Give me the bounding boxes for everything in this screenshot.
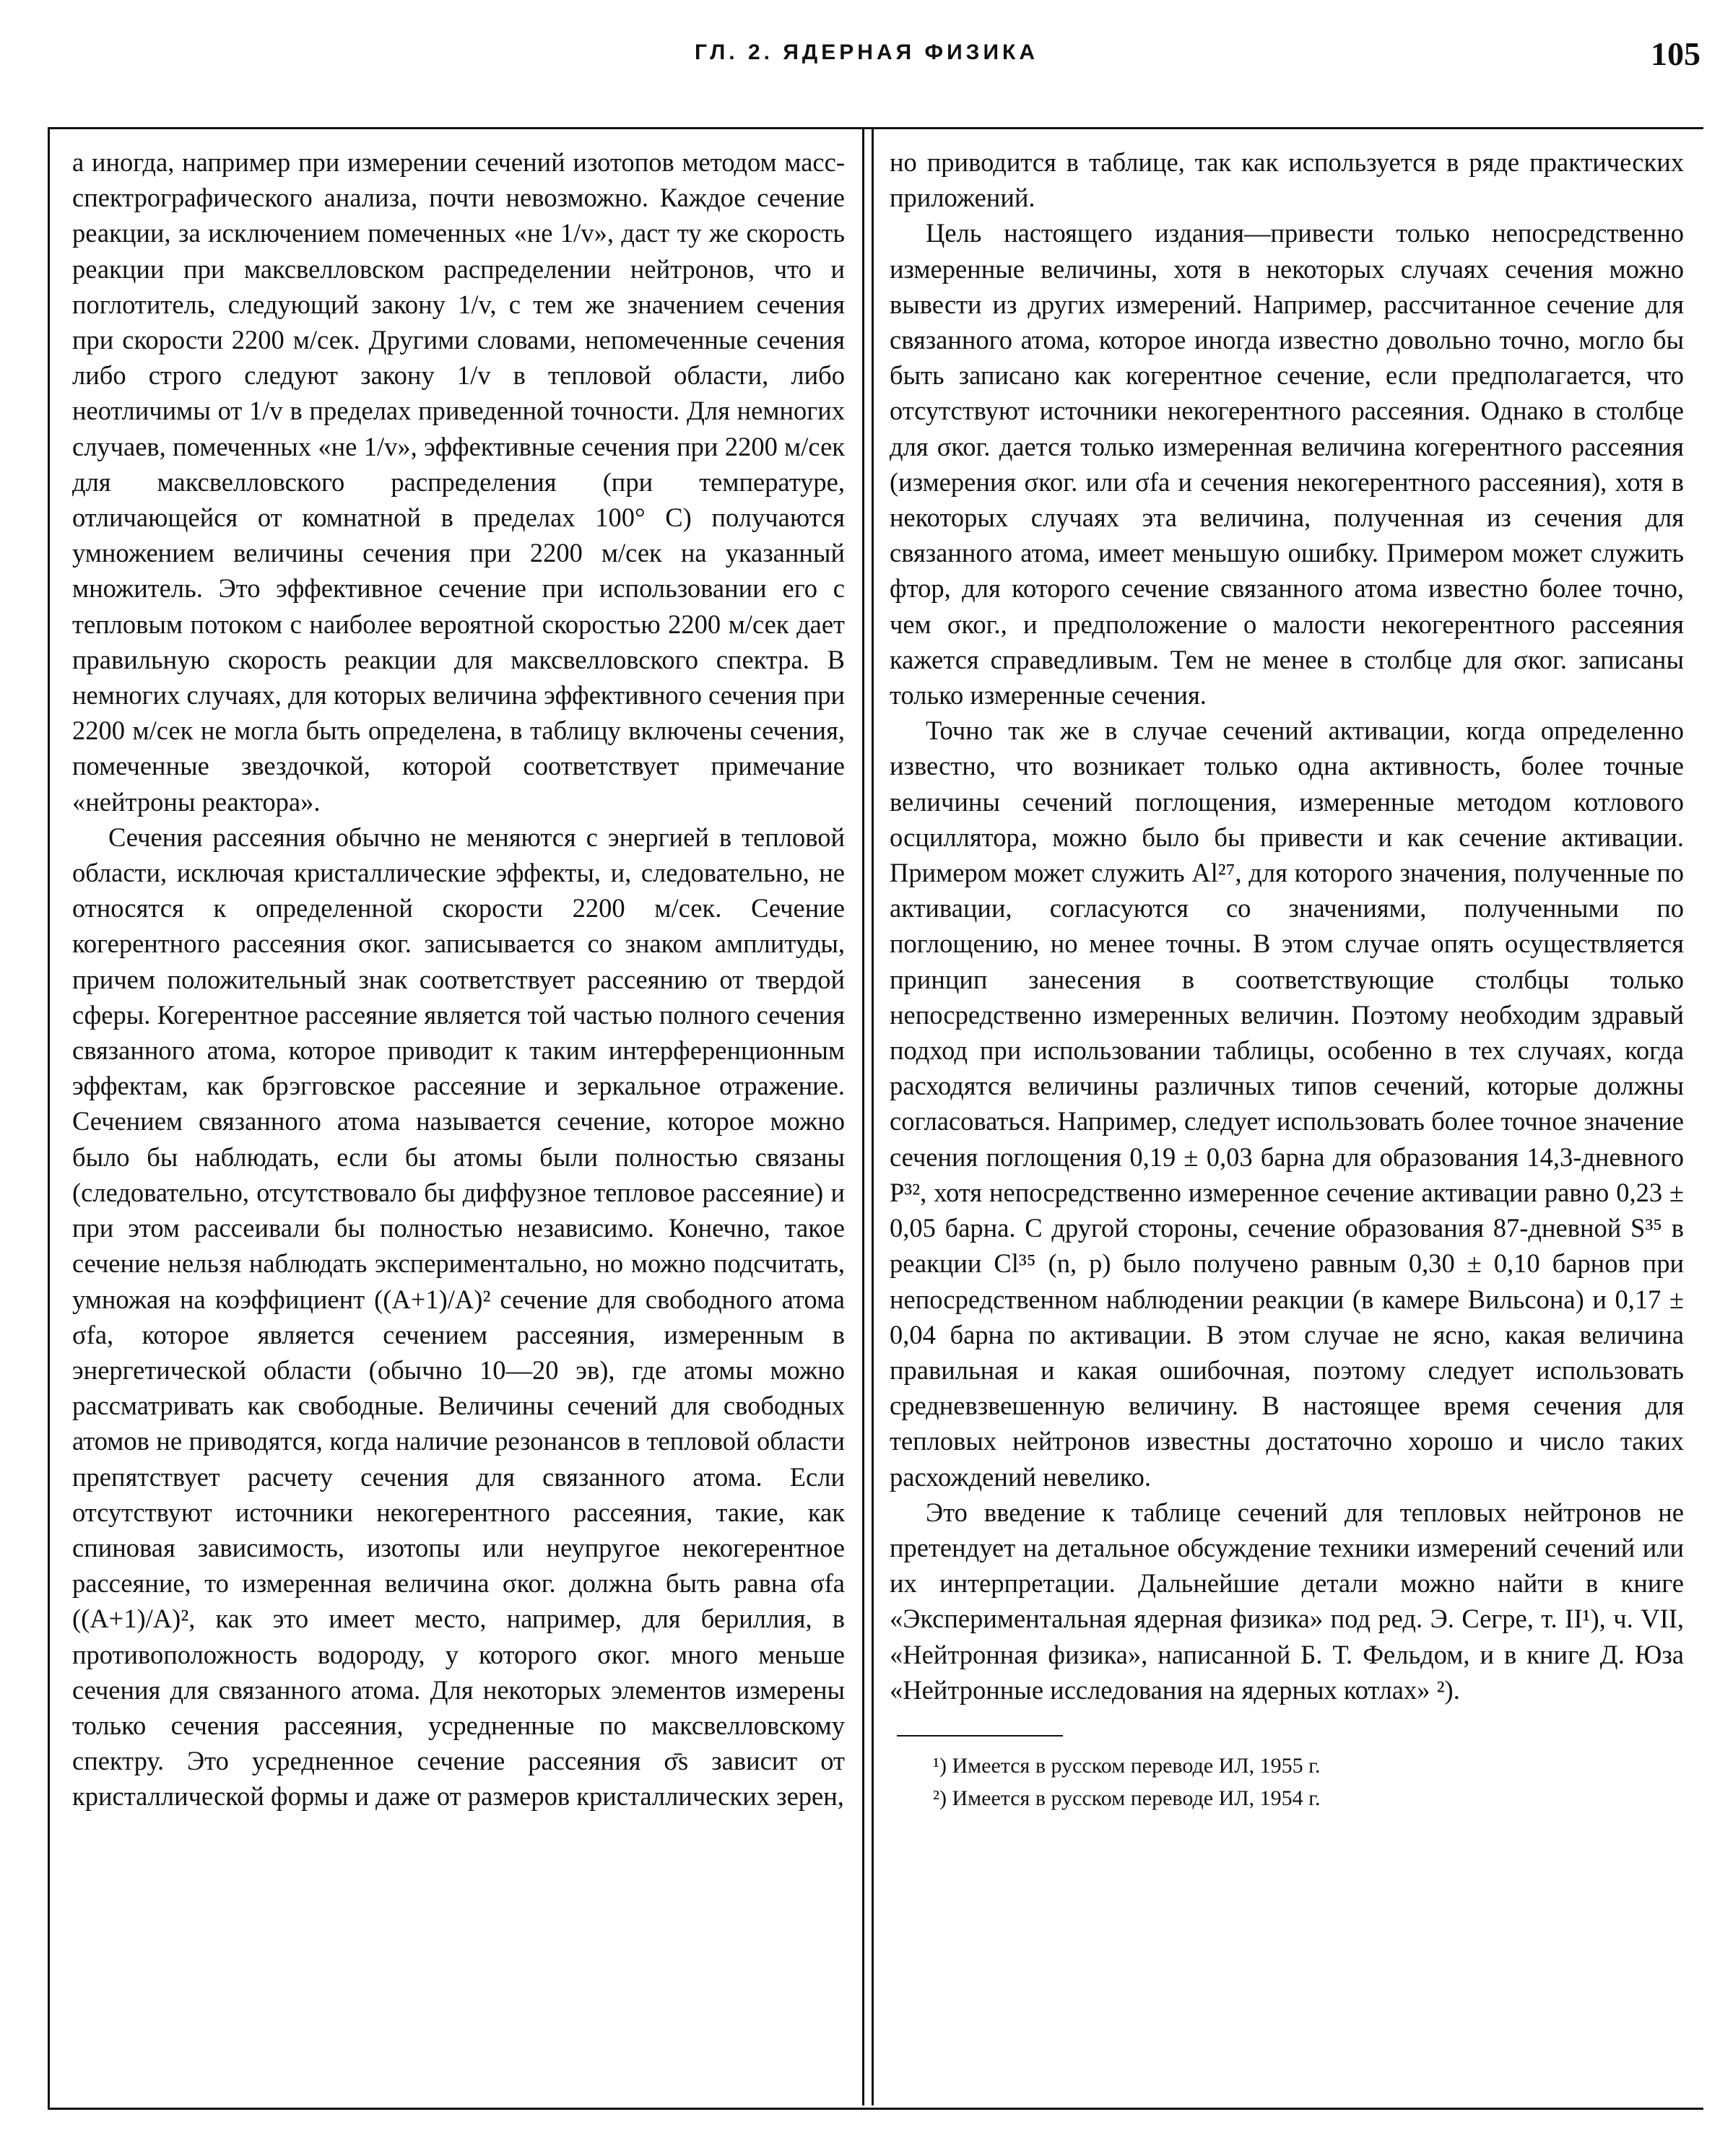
page-number: 105: [1651, 35, 1701, 72]
paragraph: Точно так же в случае сечений активации, когда определенно известно, что возникает только одна активность, более точные величины сечений поглощения, измеренные методом котлового осциллятора, можно было бы привести и как сечение активации. Примером может служить Al²⁷, для которого значения, полученные по активации, согласуются со значениями, полученными по поглощению, но менее точны. В этом случае опять осуществляется принцип занесения в соответствующие столбцы только непосредственно измеренных величин. Поэтому необходим здравый подход при использовании таблицы, особенно в тех случаях, когда расходятся величины различных типов сечений, которые должны согласоваться. Например, следует использовать более точное значение сечения поглощения 0,19 ± 0,03 барна для образования 14,3-дневного P³², хотя непосредственно измеренное сечение активации равно 0,23 ± 0,05 барна. С другой стороны, сечение образования 87-дневной S³⁵ в реакции Cl³⁵ (n, p) было получено равным 0,30 ± 0,10 барнов при непосредственном наблюдении реакции (в камере Вильсона) и 0,17 ± 0,04 барна по активации. В этом случае не ясно, какая величина правильная и какая ошибочная, поэтому следует использовать средневзвешенную величину. В настоящее время сечения для тепловых нейтронов известны достаточно хорошо и число таких расхождений невелико.: [890, 716, 1684, 1492]
right-column: [890, 144, 1684, 1814]
paragraph: Сечения рассеяния обычно не меняются с энергией в тепловой области, исключая кристаллические эффекты, и, следовательно, не относятся к определенной скорости 2200 м/сек. Сечение когерентного рассеяния σког. записывается со знаком амплитуды, причем положительный знак соответствует рассеянию от твердой сферы. Когерентное рассеяние является той частью полного сечения связанного атома, которое приводит к таким интерференционным эффектам, как брэгговское рассеяние и зеркальное отражение. Сечением связанного атома называется сечение, которое можно было бы наблюдать, если бы атомы были полностью связаны (следовательно, отсутствовало бы диффузное тепловое рассеяние) и при этом рассеивали бы полностью независимо. Конечно, такое сечение нельзя наблюдать экспериментально, но можно подсчитать, умножая на коэффициент ((A+1)/A)² сечение для свободного атома σfa, которое является сечением рассеяния, измеренным в энергетической области (обычно 10—20 эв), где атомы можно рассматривать как свободные. Величины сечений для свободных атомов не приводятся, когда наличие резонансов в тепловой области препятствует расчету сечения для связанного атома. Если отсутствуют источники некогерентного рассеяния, такие, как спиновая зависимость, изотопы или неупругое некогерентное рассеяние, то измеренная величина σког. должна быть равна σfa ((A+1)/A)², как это имеет место, например, для бериллия, в противоположность водороду, у которого σког. много меньше сечения для связанного атома. Для некоторых элементов измерены только сечения рассеяния, усредненные по максвелловскому спектру. Это усредненное сечение рассеяния σ̄s зависит от кристаллической формы и даже от размеров кристаллических зерен,: [72, 822, 845, 1812]
footnote: ¹) Имеется в русском переводе ИЛ, 1955 г.: [933, 1753, 1321, 1778]
footnote-rule: [897, 1735, 1063, 1736]
left-column: [72, 144, 845, 1814]
paragraph: но приводится в таблице, так как используется в ряде практических приложений.: [890, 147, 1684, 213]
paragraph: Это введение к таблице сечений для тепловых нейтронов не претендует на детальное обсуждение техники измерений сечений или их интерпретации. Дальнейшие детали можно найти в книге «Экспериментальная ядерная физика» под ред. Э. Сегре, т. II¹), ч. VII, «Нейтронная физика», написанной Б. Т. Фельдом, и в книге Д. Юза «Нейтронные исследования на ядерных котлах» ²).: [890, 1497, 1684, 1705]
paragraph: Цель настоящего издания—привести только непосредственно измеренные величины, хотя в некоторых случаях сечения можно вывести из других измерений. Например, рассчитанное сечение для связанного атома, которое иногда известно довольно точно, могло бы быть записано как когерентное сечение, если предполагается, что отсутствуют источники некогерентного рассеяния. Однако в столбце для σког. дается только измеренная величина когерентного рассеяния (измерения σког. или σfa и сечения некогерентного рассеяния), хотя в некоторых случаях эта величина, полученная из сечения для связанного атома, имеет меньшую ошибку. Примером может служить фтор, для которого сечение связанного атома известно более точно, чем σког., и предположение о малости некогерентного рассеяния кажется справедливым. Тем не менее в столбце для σког. записаны только измеренные сечения.: [890, 218, 1684, 710]
column-divider: [862, 127, 874, 2105]
paragraph: а иногда, например при измерении сечений изотопов методом масс-спектрографического анализа, почти невозможно. Каждое сечение реакции, за исключением помеченных «не 1/v», даст ту же скорость реакции при максвелловском распределении нейтронов, что и поглотитель, следующий закону 1/v, с тем же значением сечения при скорости 2200 м/сек. Другими словами, непомеченные сечения либо строго следуют закону 1/v в тепловой области, либо неотличимы от 1/v в пределах приведенной точности. Для немногих случаев, помеченных «не 1/v», эффективные сечения при 2200 м/сек для максвелловского распределения (при температуре, отличающейся от комнатной в пределах 100° С) получаются умножением величины сечения при 2200 м/сек на указанный множитель. Это эффективное сечение при использовании его с тепловым потоком с наиболее вероятной скоростью 2200 м/сек дает правильную скорость реакции для максвелловского спектра. В немногих случаях, для которых величина эффективного сечения при 2200 м/сек не могла быть определена, в таблицу включены сечения, помеченные звездочкой, которой соответствует примечание «нейтроны реактора».: [72, 147, 845, 817]
running-title: ГЛ. 2. ЯДЕРНАЯ ФИЗИКА: [694, 40, 1038, 64]
footnote: ²) Имеется в русском переводе ИЛ, 1954 г.: [933, 1786, 1321, 1810]
page-header: [0, 35, 1733, 78]
